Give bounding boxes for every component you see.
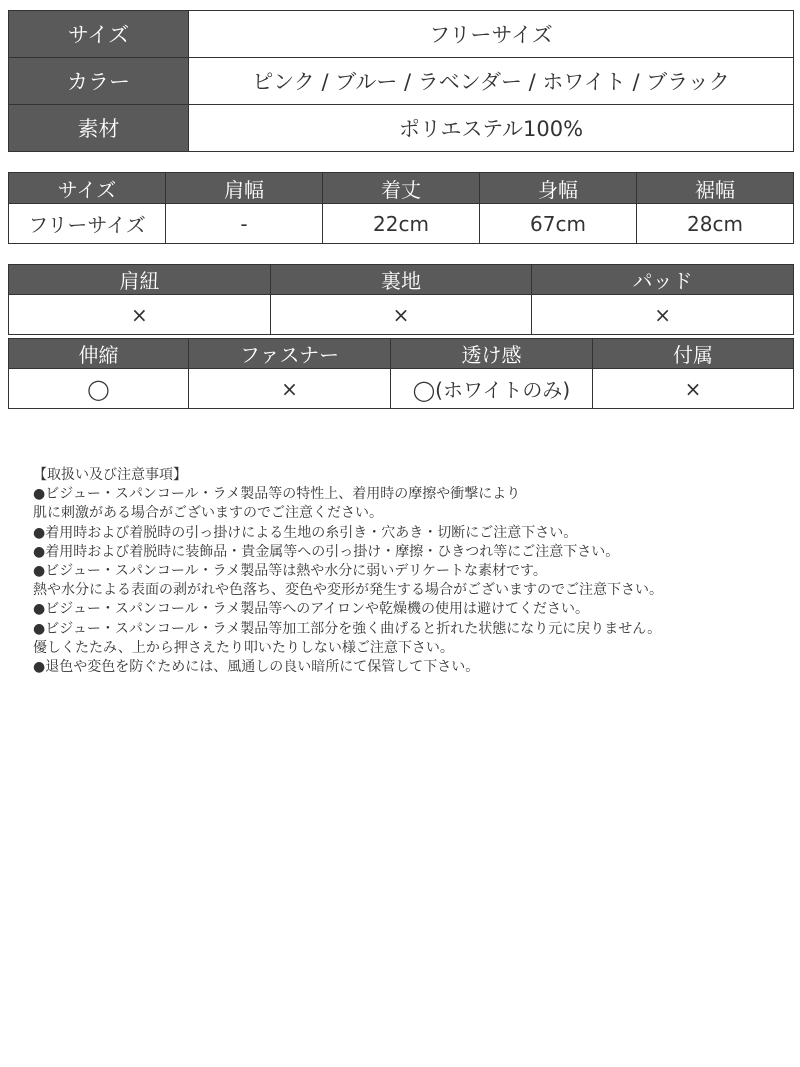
measure-value-width: 67cm — [480, 204, 637, 244]
measurement-table — [8, 172, 794, 244]
measure-value-length: 22cm — [323, 204, 480, 244]
care-note-line: 優しくたたみ、上から押さえたり叩いたりしない様ご注意下さい。 — [33, 639, 454, 656]
measure-value-size: フリーサイズ — [9, 204, 166, 244]
material-value: ポリエステル100% — [189, 105, 794, 152]
care-note-line: ●着用時および着脱時に装飾品・貴金属等への引っ掛け・摩擦・ひきつれ等にご注意下さい。 — [33, 543, 620, 560]
features1-value-row — [9, 295, 794, 335]
size-value: フリーサイズ — [189, 11, 794, 58]
color-label: カラー — [9, 58, 189, 105]
spec-row-size — [9, 11, 794, 58]
color-value: ピンク / ブルー / ラベンダー / ホワイト / ブラック — [189, 58, 794, 105]
feature-value-accessory: × — [593, 369, 794, 409]
features-table-2 — [8, 338, 794, 409]
measurement-value-row — [9, 204, 794, 244]
measure-header-hem: 裾幅 — [637, 173, 794, 204]
care-note-line: ●ビジュー・スパンコール・ラメ製品等加工部分を強く曲げると折れた状態になり元に戻りません。 — [33, 620, 662, 637]
spec-row-material — [9, 105, 794, 152]
care-notes — [33, 466, 793, 677]
feature-header-stretch: 伸縮 — [9, 339, 189, 369]
features2-header-row — [9, 339, 794, 369]
care-note-line: ●ビジュー・スパンコール・ラメ製品等の特性上、着用時の摩擦や衝撃により — [33, 486, 521, 503]
measure-header-shoulder: 肩幅 — [166, 173, 323, 204]
measure-header-width: 身幅 — [480, 173, 637, 204]
features1-header-row — [9, 265, 794, 295]
measurement-header-row — [9, 173, 794, 204]
material-label: 素材 — [9, 105, 189, 152]
care-note-line: ●ビジュー・スパンコール・ラメ製品等へのアイロンや乾燥機の使用は避けてください。 — [33, 601, 589, 618]
feature-value-straps: × — [9, 295, 271, 335]
feature-header-accessory: 付属 — [593, 339, 794, 369]
feature-header-sheer: 透け感 — [391, 339, 593, 369]
feature-header-lining: 裏地 — [270, 265, 532, 295]
feature-header-pad: パッド — [532, 265, 794, 295]
feature-value-sheer: ◯(ホワイトのみ) — [391, 369, 593, 409]
features-table-1 — [8, 264, 794, 335]
care-note-line: ●着用時および着脱時の引っ掛けによる生地の糸引き・穴あき・切断にご注意下さい。 — [33, 524, 578, 541]
care-notes-title: 【取扱い及び注意事項】 — [33, 467, 187, 483]
feature-value-lining: × — [270, 295, 532, 335]
care-note-line: 熱や水分による表面の剥がれや色落ち、変色や変形が発生する場合がございますのでご注意下さい。 — [33, 582, 663, 599]
spec-table — [8, 10, 794, 152]
care-note-line: 肌に刺激がある場合がございますのでご注意ください。 — [33, 505, 383, 522]
feature-value-stretch: ◯ — [9, 369, 189, 409]
features2-value-row — [9, 369, 794, 409]
spec-row-color — [9, 58, 794, 105]
measure-header-size: サイズ — [9, 173, 166, 204]
measure-value-hem: 28cm — [637, 204, 794, 244]
feature-header-zipper: ファスナー — [189, 339, 391, 369]
care-note-line: ●ビジュー・スパンコール・ラメ製品等は熱や水分に弱いデリケートな素材です。 — [33, 563, 547, 580]
measure-header-length: 着丈 — [323, 173, 480, 204]
size-label: サイズ — [9, 11, 189, 58]
feature-value-pad: × — [532, 295, 794, 335]
measure-value-shoulder: - — [166, 204, 323, 244]
feature-header-straps: 肩紐 — [9, 265, 271, 295]
care-note-line: ●退色や変色を防ぐためには、風通しの良い暗所にて保管して下さい。 — [33, 659, 480, 676]
feature-value-zipper: × — [189, 369, 391, 409]
